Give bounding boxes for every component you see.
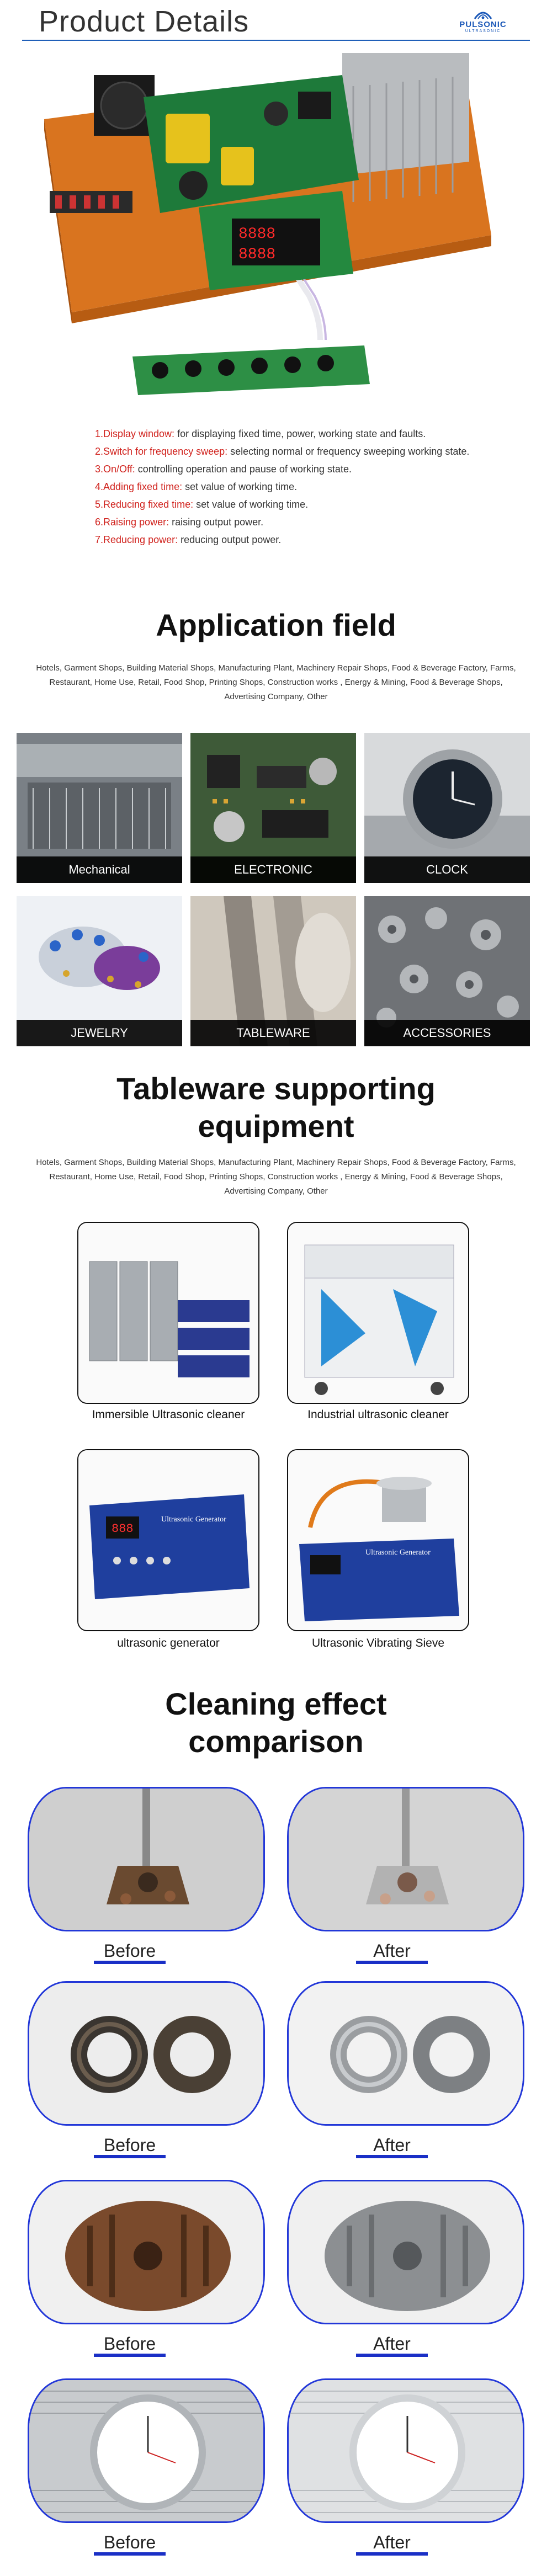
logo-tagline: ULTRASONIC [465,29,501,33]
before-label: Before [103,2334,156,2354]
feature-list [95,425,514,549]
equipment-label: Ultrasonic Vibrating Sieve [311,1637,445,1649]
equipment-image-sieve [287,1449,469,1631]
equipment-image-immersible [77,1222,259,1404]
before-image [28,1981,265,2126]
svg-text:8888: 8888 [238,226,276,243]
feature-item [95,443,514,460]
after-image [287,2378,524,2523]
feature-text: reducing output power. [178,534,282,545]
svg-text:8888: 8888 [238,246,276,263]
feature-item [95,496,514,513]
before-underline [94,1961,166,1964]
header-divider [22,40,530,41]
logo-name: PULSONIC [459,20,507,29]
feature-text: selecting normal or frequency sweeping working state. [227,446,470,457]
equipment-image-industrial [287,1222,469,1404]
logo-mark-icon [453,8,513,21]
equipment-label: Industrial ultrasonic cleaner [307,1408,449,1421]
feature-key: 2.Switch for frequency sweep: [95,446,228,457]
feature-key: 5.Reducing fixed time: [95,499,194,510]
after-label: After [373,2334,411,2354]
before-label: Before [103,1941,156,1961]
application-tile-label: Mechanical [17,856,182,883]
after-underline [356,1961,428,1964]
before-label: Before [103,2135,156,2155]
application-tile-label: JEWELRY [17,1020,182,1046]
feature-key: 4.Adding fixed time: [95,481,183,492]
application-title: Application field [156,608,396,642]
feature-text: for displaying fixed time, power, working state and faults. [174,428,426,439]
before-image [28,1787,265,1931]
before-underline [94,2552,166,2556]
application-tile-mechanical [17,733,182,883]
feature-key: 6.Raising power: [95,517,169,528]
after-underline [356,2552,428,2556]
svg-text:888: 888 [112,1522,134,1536]
feature-item [95,425,514,443]
tableware-description: Hotels, Garment Shops, Building Material Shops, Manufacturing Plant, Machinery Repair Shops, Food & Beverage Factory, Farms, Restaurant, Home Use, Retail, Food Shop, Printing Shops, Construction works , Energy & Mining, Food & Beverage Shops, Advertising Company, Other [36,1158,516,1196]
feature-text: set value of working time. [182,481,298,492]
before-image [28,2378,265,2523]
cleaning-title-line2: comparison [188,1724,364,1759]
before-label: Before [103,2532,156,2552]
application-tile-electronic [190,733,356,883]
application-tile-label: CLOCK [364,856,530,883]
equipment-label: Immersible Ultrasonic cleaner [92,1408,245,1421]
after-underline [356,2155,428,2158]
application-tile-clock [364,733,530,883]
application-tile-accessories [364,896,530,1046]
application-description: Hotels, Garment Shops, Building Material Shops, Manufacturing Plant, Machinery Repair Shops, Food & Beverage Factory, Farms, Restaurant, Home Use, Retail, Food Shop, Printing Shops, Construction works , Energy & Mining, Food & Beverage Shops, Advertising Company, Other [36,663,516,701]
after-label: After [373,1941,411,1961]
feature-item [95,478,514,496]
brand-logo [453,8,513,35]
tableware-title-line1: Tableware supporting [116,1071,436,1106]
before-underline [94,2354,166,2357]
after-underline [356,2354,428,2357]
after-image [287,2180,524,2324]
feature-item [95,513,514,531]
cleaning-title-line1: Cleaning effect [165,1686,387,1721]
before-image [28,2180,265,2324]
after-label: After [373,2532,411,2552]
after-image [287,1787,524,1931]
product-image [33,53,491,395]
feature-key: 3.On/Off: [95,464,135,475]
application-tile-label: TABLEWARE [190,1020,356,1046]
feature-key: 1.Display window: [95,428,175,439]
page-header [0,0,552,44]
feature-item [95,460,514,478]
feature-text: raising output power. [169,517,264,528]
tableware-title-line2: equipment [198,1109,354,1143]
application-tile-label: ELECTRONIC [190,856,356,883]
generator-panel-text: Ultrasonic Generator [161,1515,226,1524]
feature-key: 7.Reducing power: [95,534,178,545]
after-label: After [373,2135,411,2155]
equipment-image-generator [77,1449,259,1631]
application-tile-label: ACCESSORIES [364,1020,530,1046]
feature-text: controlling operation and pause of working state. [135,464,352,475]
equipment-label: ultrasonic generator [117,1637,220,1649]
page-title: Product Details [39,5,250,38]
application-tile-jewelry [17,896,182,1046]
before-underline [94,2155,166,2158]
sieve-panel-text: Ultrasonic Generator [365,1548,431,1557]
application-tile-tableware [190,896,356,1046]
after-image [287,1981,524,2126]
feature-item [95,531,514,549]
feature-text: set value of working time. [193,499,309,510]
